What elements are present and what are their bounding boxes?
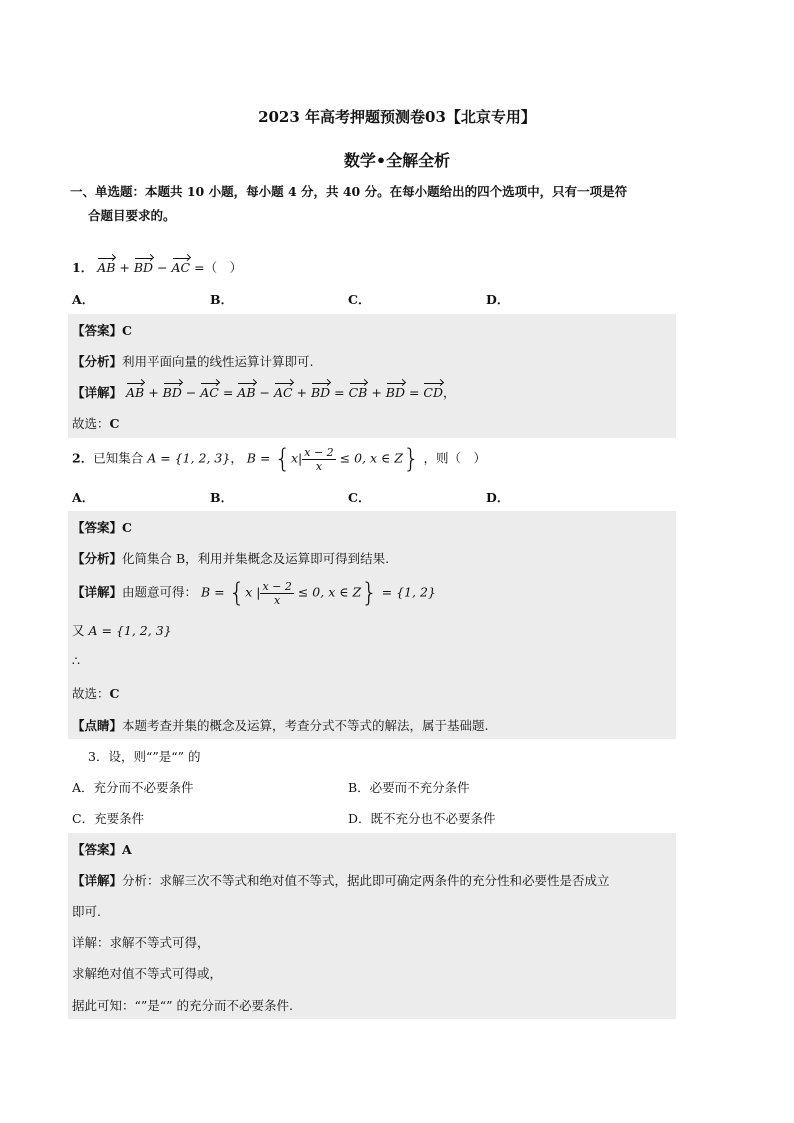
set-a: A = {1, 2, 3} [147,450,231,466]
comment-text: 本题考查并集的概念及运算，考查分式不等式的解法，属于基础题. [122,718,489,733]
fraction [302,446,335,473]
vector-bd: BD [133,260,154,275]
q2-option-a: A． [72,490,95,505]
operator: − [157,260,168,275]
q3-answer [72,840,132,858]
q3-option-d: D．既不充分也不必要条件 [348,811,496,826]
comment-tag: 【点睛】 [72,718,123,733]
vector: AB [237,385,256,400]
vector: AB [126,385,145,400]
section-line-2: 合题目要求的。 [88,208,176,223]
q2-analysis [72,549,389,567]
question-number: 1． [72,260,94,275]
detail-tag: 【详解】 [72,385,123,400]
q3-option-b: B．必要而不充分条件 [348,780,470,795]
question-number: 2． [72,450,94,466]
section-heading [70,180,682,228]
fraction-denominator: x [315,459,323,473]
q3-option-a: A．充分而不必要条件 [72,780,194,795]
analysis-tag: 【分析】 [72,354,123,369]
set-a: A = {1, 2, 3} [88,623,172,638]
section-line-1: 一、单选题：本题共 10 小题，每小题 4 分，共 40 分。在每小题给出的四个选项中，只有一项是符 [70,184,628,199]
set-condition: ≤ 0, x ∈ Z [339,450,403,466]
q2-answer [72,518,132,536]
operator: + [119,260,130,275]
analysis-text: 化简集合 B，利用并集概念及运算即可得到结果. [122,551,390,566]
q1-detail: 【详解】 AB + BD − AC = AB − AC + BD = CB + BD = CD， [72,385,456,400]
q1-solution-box [68,314,676,438]
left-brace: { [228,578,246,608]
detail-tag: 【详解】 [72,584,123,600]
fraction-denominator: x [274,593,281,607]
q3-detail [72,871,610,889]
q1-option-b: B． [210,292,234,307]
vector: CB [348,385,368,400]
q3-line-4: 求解绝对值不等式可得或， [72,966,223,981]
vector: BD [310,385,331,400]
analysis-text: 利用平面向量的线性运算计算即可. [122,354,314,369]
right-brace: } [402,444,420,474]
page-subtitle: 数学•全解全析 [343,151,451,170]
question-lead: 已知集合 [93,450,144,466]
question-tail: =（ ） [194,260,243,275]
vector: BD [162,385,182,400]
question-tail: ，则（ ） [423,450,486,466]
choose-tag: 故选： [72,416,110,431]
fraction-numerator: x − 2 [304,445,334,459]
analysis-tag: 【分析】 [72,551,123,566]
vector: AC [273,385,293,400]
question-2-stem: 2．已知集合 A = {1, 2, 3}， B = {x| $\frac{x - 2}{x}$ ≤ 0, x ∈ Z} ，则（ ） [72,444,486,474]
detail-tag: 【详解】 [72,873,123,888]
right-brace: } [361,578,378,608]
answer-tag: 【答案】 [72,520,123,535]
fraction-numerator: x − 2 [262,579,292,593]
vector-ab: AB [97,260,116,275]
choose-tag: 故选： [72,686,110,701]
q1-analysis [72,352,314,370]
q2-therefore: ∴ [72,653,80,668]
q2-option-c: C． [348,490,371,505]
question-1-stem [72,258,242,276]
vector: BD [385,385,405,400]
q2-detail: 【详解】由题意可得： B = {x | $\frac{x - 2}{x}$ ≤ 0, x ∈ Z} = {1, 2} [72,578,436,608]
answer-value: C [122,323,132,338]
choose-value: C [109,686,120,701]
q1-option-d: D． [486,292,510,307]
q1-option-c: C． [348,292,371,307]
detail-text: 分析：求解三次不等式和绝对值不等式，据此即可确定两条件的充分性和必要性是否成立 [122,873,610,888]
q3-detail-line-2: 即可. [72,904,101,919]
detail-lead: 由题意可得： [122,584,198,600]
answer-tag: 【答案】 [72,323,123,338]
q3-line-5: 据此可知：“”是“” 的充分而不必要条件. [72,998,294,1013]
q3-option-c: C．充要条件 [72,811,145,826]
choose-value: C [109,416,120,431]
detail-result: = {1, 2} [381,584,436,600]
q2-option-b: B． [210,490,234,505]
question-3-stem: 3．设，则“”是“” 的 [88,749,201,764]
q2-option-d: D． [486,490,510,505]
q3-solution-box [68,833,676,1019]
vector: AC [200,385,219,400]
left-brace: { [274,444,291,474]
answer-tag: 【答案】 [72,842,123,857]
vector-ac: AC [171,260,191,275]
set-var: x [245,584,253,600]
q1-answer [72,321,132,339]
set-var: x [290,450,299,466]
q1-choose [72,414,119,432]
set-condition: ≤ 0, x ∈ Z [297,584,362,600]
again-lead: 又 [72,623,85,638]
q2-choose [72,684,119,702]
q1-option-a: A． [72,292,95,307]
q3-line-3: 详解：求解不等式可得， [72,935,210,950]
q2-comment [72,716,489,734]
set-b-label: B = [201,584,225,600]
page-title: 2023 年高考押题预测卷03【北京专用】 [258,108,536,126]
answer-value: C [122,520,132,535]
fraction [260,580,293,607]
answer-value: A [122,842,132,857]
vector: CD [423,385,443,400]
set-b-label: B = [246,450,271,466]
q2-again [72,621,172,639]
